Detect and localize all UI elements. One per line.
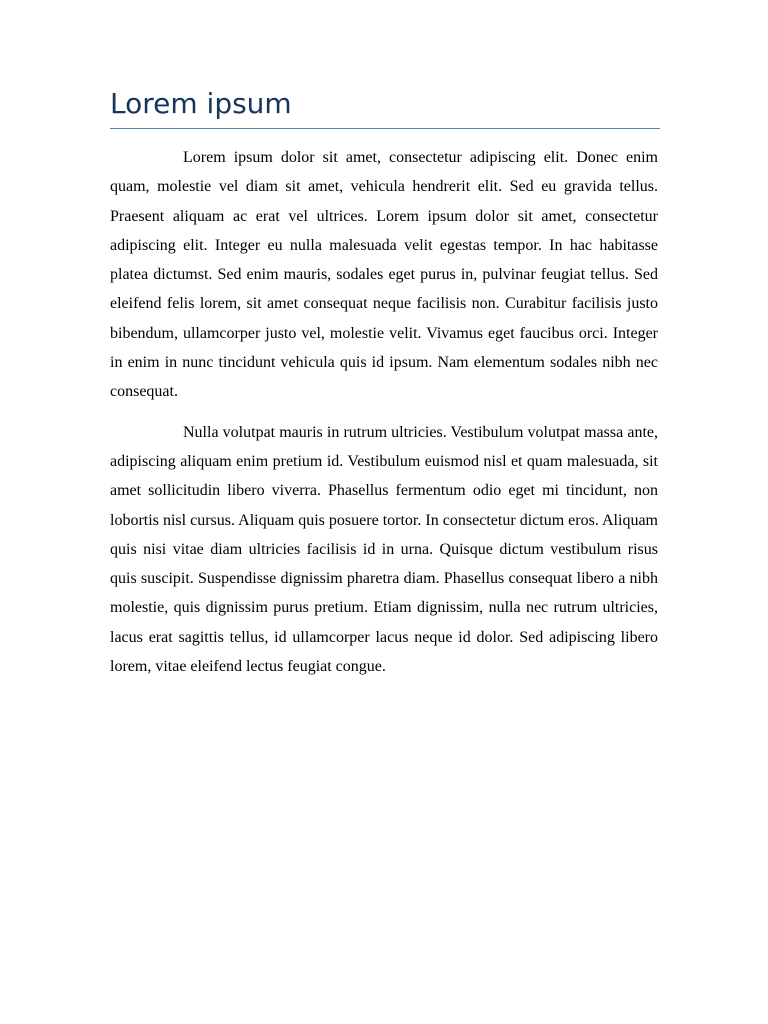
document-body	[110, 143, 658, 692]
body-paragraph-2: Nulla volutpat mauris in rutrum ultricies. Vestibulum volutpat massa ante, adipiscing aliquam enim pretium id. Vestibulum euismod nisl et quam malesuada, sit amet sollicitudin libero viverra. Phasellus fermentum odio eget mi tincidunt, non lobortis nisl cursus. Aliquam quis posuere tortor. In consectetur dictum eros. Aliquam quis nisi vitae diam ultricies facilisis id in urna. Quisque dictum vestibulum risus quis suscipit. Suspendisse dignissim pharetra diam. Phasellus consequat libero a nibh molestie, quis dignissim purus pretium. Etiam dignissim, nulla nec rutrum ultricies, lacus erat sagittis tellus, id ullamcorper lacus neque id dolor. Sed adipiscing libero lorem, vitae eleifend lectus feugiat congue.	[110, 423, 658, 676]
title-underline-rule	[110, 128, 660, 129]
body-paragraph-1: Lorem ipsum dolor sit amet, consectetur adipiscing elit. Donec enim quam, molestie vel diam sit amet, vehicula hendrerit elit. Sed eu gravida tellus. Praesent aliquam ac erat vel ultrices. Lorem ipsum dolor sit amet, consectetur adipiscing elit. Integer eu nulla malesuada velit egestas tempor. In hac habitasse platea dictumst. Sed enim mauris, sodales eget purus in, pulvinar feugiat tellus. Sed eleifend felis lorem, sit amet consequat neque facilisis non. Curabitur facilisis justo bibendum, ullamcorper justo vel, molestie velit. Vivamus eget faucibus orci. Integer in enim in nunc tincidunt vehicula quis id ipsum. Nam elementum sodales nibh nec consequat.	[110, 149, 658, 401]
document-title: Lorem ipsum	[110, 87, 292, 120]
